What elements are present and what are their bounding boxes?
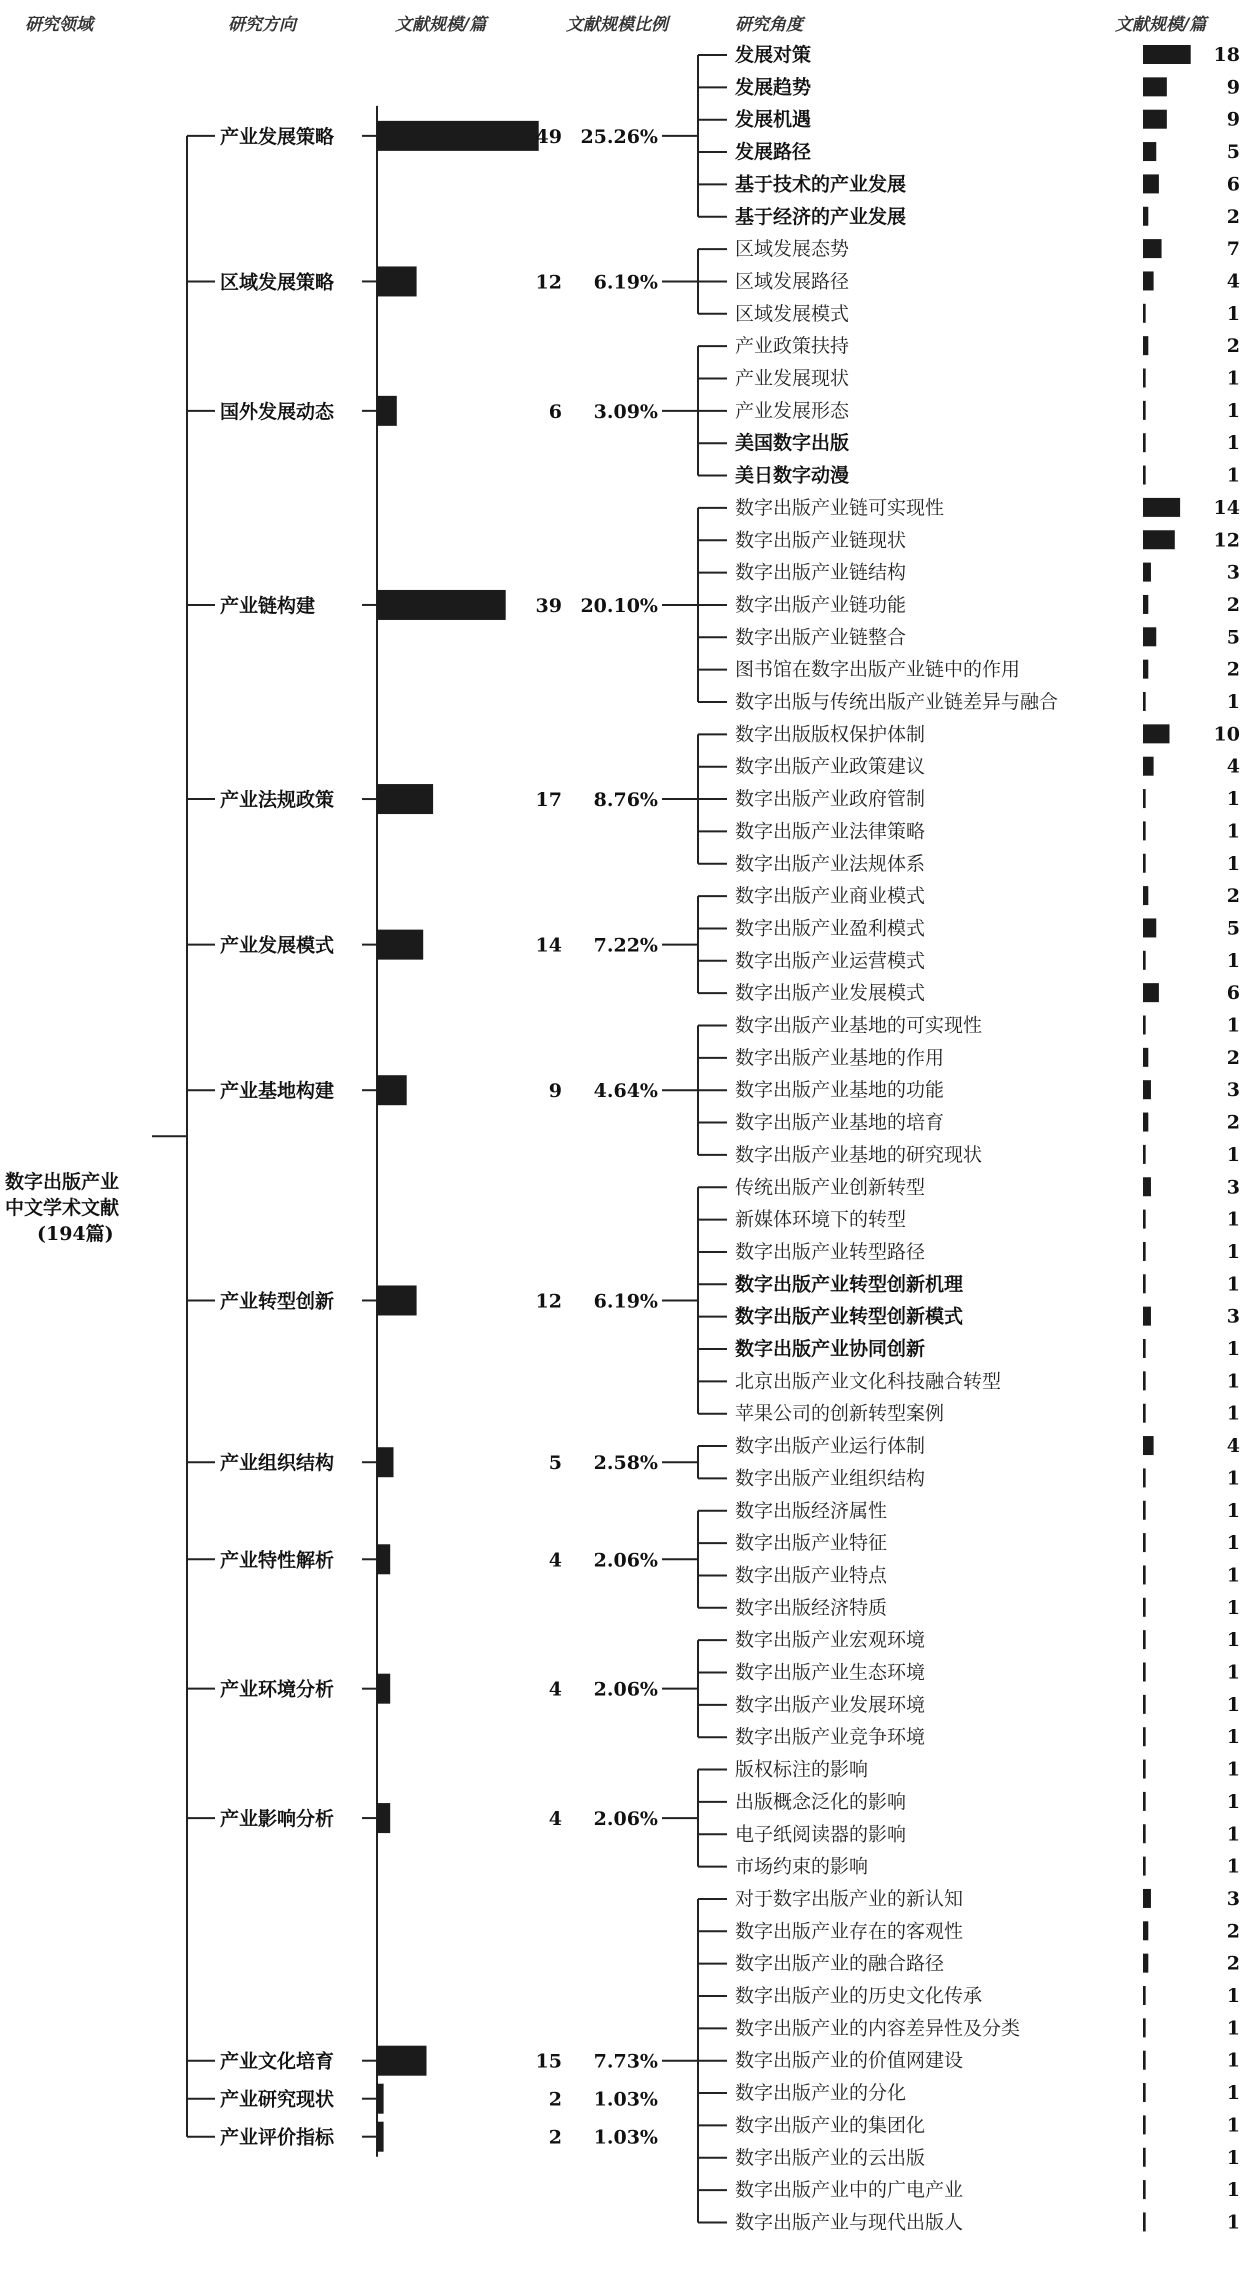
angle-label: 版权标注的影响: [735, 1758, 869, 1781]
angle-bar: [1143, 1857, 1146, 1876]
angle-bar: [1143, 401, 1146, 420]
angle-count: 1: [1226, 399, 1240, 422]
angle-label: 苹果公司的创新转型案例: [735, 1402, 945, 1425]
angle-bar: [1143, 1630, 1146, 1649]
angle-count: 5: [1226, 626, 1240, 649]
angle-label: 数字出版产业转型路径: [735, 1240, 926, 1263]
angle-label: 数字出版产业链整合: [735, 626, 907, 649]
angle-bar: [1143, 1016, 1146, 1035]
angle-label: 发展对策: [735, 44, 812, 66]
direction-count: 17: [535, 789, 562, 812]
direction-count: 39: [535, 594, 562, 617]
angle-count: 1: [1226, 2049, 1240, 2072]
direction-count: 4: [548, 1678, 562, 1701]
angle-bar: [1143, 595, 1148, 614]
angle-count: 1: [1226, 1240, 1240, 1263]
direction-bar: [377, 1674, 390, 1704]
angle-count: 1: [1226, 2114, 1240, 2137]
angle-bar: [1143, 1048, 1148, 1067]
angle-label: 数字出版产业发展环境: [735, 1693, 926, 1716]
angle-count: 9: [1226, 76, 1240, 99]
angle-count: 1: [1226, 1629, 1240, 1652]
header-field: 研究领域: [25, 15, 93, 35]
angle-label: 基于技术的产业发展: [735, 173, 907, 196]
angle-count: 3: [1226, 1079, 1240, 1102]
angle-bar: [1143, 304, 1146, 323]
angle-bar: [1143, 2051, 1146, 2070]
angle-nodes: [735, 43, 1240, 2233]
direction-label: 产业发展策略: [220, 125, 335, 148]
angle-bar: [1143, 1371, 1146, 1390]
direction-count: 5: [548, 1452, 562, 1475]
angle-count: 6: [1226, 173, 1240, 196]
angle-count: 1: [1226, 1855, 1240, 1878]
angle-bar: [1143, 563, 1151, 582]
direction-bar: [377, 784, 433, 814]
angle-label: 数字出版产业运营模式: [735, 949, 926, 972]
angle-count: 2: [1226, 885, 1240, 908]
angle-count: 5: [1226, 917, 1240, 940]
angle-bar: [1143, 789, 1146, 808]
angle-bar: [1143, 918, 1156, 937]
angle-label: 传统出版产业创新转型: [735, 1176, 926, 1199]
angle-label: 数字出版产业生态环境: [735, 1661, 926, 1684]
angle-label: 数字出版产业竞争环境: [735, 1726, 926, 1749]
direction-label: 产业转型创新: [220, 1290, 335, 1313]
header-direction: 研究方向: [228, 15, 296, 35]
angle-label: 发展路径: [735, 141, 812, 164]
angle-count: 1: [1226, 302, 1240, 325]
angle-label: 数字出版产业宏观环境: [735, 1629, 926, 1652]
angle-bar: [1143, 1954, 1148, 1973]
angle-label: 产业发展现状: [735, 367, 850, 390]
angle-bar: [1143, 1339, 1146, 1358]
header-ratio: 文献规模比例: [566, 15, 668, 35]
direction-label: 产业特性解析: [220, 1549, 335, 1572]
angle-label: 数字出版经济特质: [735, 1596, 888, 1619]
angle-label: 数字出版产业组织结构: [735, 1467, 926, 1490]
angle-bar: [1143, 757, 1154, 776]
angle-label: 电子纸阅读器的影响: [735, 1823, 907, 1846]
direction-count: 2: [548, 2126, 562, 2149]
angle-bar: [1143, 1307, 1151, 1326]
angle-bar: [1143, 724, 1170, 743]
angle-count: 1: [1226, 1143, 1240, 1166]
angle-label: 数字出版产业链结构: [735, 561, 907, 584]
direction-bar: [377, 1803, 390, 1833]
angle-label: 数字出版产业政府管制: [735, 788, 926, 811]
angle-label: 数字出版产业存在的客观性: [735, 1920, 964, 1943]
angle-count: 1: [1226, 820, 1240, 843]
angle-label: 数字出版产业的内容差异性及分类: [735, 2017, 1021, 2040]
angle-count: 1: [1226, 1532, 1240, 1555]
angle-bar: [1143, 1986, 1146, 2005]
angle-bar: [1143, 2018, 1146, 2037]
angle-count: 1: [1226, 1370, 1240, 1393]
direction-label: 产业链构建: [220, 594, 316, 617]
direction-ratio: 3.09%: [593, 400, 658, 423]
angle-bar: [1143, 271, 1154, 290]
angle-label: 数字出版产业盈利模式: [735, 917, 926, 940]
angle-bar: [1143, 2212, 1146, 2231]
angle-bar: [1143, 369, 1146, 388]
angle-bar: [1143, 2115, 1146, 2134]
direction-bar: [377, 121, 539, 151]
direction-label: 产业法规政策: [220, 789, 335, 812]
angle-bar: [1143, 2180, 1146, 2199]
direction-count: 2: [548, 2088, 562, 2111]
direction-count: 9: [548, 1080, 562, 1103]
angle-bar: [1143, 1663, 1146, 1682]
angle-count: 1: [1226, 1790, 1240, 1813]
angle-bar: [1143, 1760, 1146, 1779]
angle-label: 数字出版产业基地的可实现性: [735, 1014, 983, 1037]
angle-bar: [1143, 45, 1191, 64]
direction-bar: [377, 1285, 417, 1315]
direction-count: 12: [535, 271, 562, 294]
angle-label: 数字出版产业链可实现性: [735, 496, 945, 519]
direction-bar: [377, 2122, 384, 2152]
angle-count: 1: [1226, 464, 1240, 487]
direction-ratio: 7.73%: [593, 2050, 658, 2073]
direction-label: 产业评价指标: [220, 2126, 335, 2149]
angle-label: 发展机遇: [735, 108, 812, 131]
angle-bar: [1143, 466, 1146, 485]
angle-label: 数字出版产业中的广电产业: [735, 2179, 964, 2202]
angle-count: 1: [1226, 1661, 1240, 1684]
angle-count: 1: [1226, 1208, 1240, 1231]
angle-count: 1: [1226, 367, 1240, 390]
angle-label: 数字出版产业基地的作用: [735, 1046, 945, 1069]
header-volume-right: 文献规模/篇: [1115, 15, 1207, 35]
angle-bar: [1143, 627, 1156, 646]
angle-count: 1: [1226, 949, 1240, 972]
angle-bar: [1143, 1598, 1146, 1617]
direction-ratio: 20.10%: [580, 594, 658, 617]
angle-label: 数字出版产业特点: [735, 1564, 888, 1587]
angle-bar: [1143, 239, 1162, 258]
angle-count: 1: [1226, 1273, 1240, 1296]
angle-label: 数字出版产业转型创新机理: [735, 1273, 964, 1296]
angle-bar: [1143, 1436, 1154, 1455]
angle-label: 数字出版产业的价值网建设: [735, 2049, 964, 2072]
angle-bar: [1143, 1501, 1146, 1520]
angle-count: 1: [1226, 1596, 1240, 1619]
angle-count: 3: [1226, 561, 1240, 584]
root-line-1: 数字出版产业: [5, 1171, 120, 1193]
angle-label: 数字出版产业与现代出版人: [735, 2211, 964, 2234]
angle-label: 数字出版产业的云出版: [735, 2146, 926, 2169]
angle-count: 2: [1226, 1046, 1240, 1069]
angle-bar: [1143, 821, 1146, 840]
angle-label: 数字出版产业链功能: [735, 593, 907, 616]
angle-count: 1: [1226, 2082, 1240, 2105]
angle-label: 美国数字出版: [735, 432, 850, 455]
angle-bar: [1143, 336, 1148, 355]
header-angle: 研究角度: [735, 15, 803, 35]
angle-count: 2: [1226, 335, 1240, 358]
angle-bar: [1143, 77, 1167, 96]
angle-label: 数字出版产业的集团化: [735, 2114, 926, 2137]
direction-ratio: 4.64%: [593, 1080, 658, 1103]
angle-label: 区域发展模式: [735, 302, 850, 325]
direction-label: 产业发展模式: [220, 934, 335, 957]
direction-label: 产业基地构建: [220, 1080, 335, 1103]
direction-count: 4: [548, 1549, 562, 1572]
angle-count: 2: [1226, 1920, 1240, 1943]
direction-ratio: 6.19%: [593, 271, 658, 294]
angle-count: 5: [1226, 141, 1240, 164]
angle-bar: [1143, 433, 1146, 452]
direction-ratio: 2.06%: [593, 1678, 658, 1701]
angle-bar: [1143, 1177, 1151, 1196]
angle-count: 6: [1226, 982, 1240, 1005]
angle-count: 1: [1226, 1693, 1240, 1716]
angle-count: 4: [1226, 755, 1240, 778]
direction-ratio: 2.06%: [593, 1808, 658, 1831]
direction-bar: [377, 1447, 394, 1477]
angle-label: 数字出版产业运行体制: [735, 1435, 926, 1458]
angle-count: 3: [1226, 1176, 1240, 1199]
angle-bar: [1143, 530, 1175, 549]
header-volume: 文献规模/篇: [395, 15, 487, 35]
angle-count: 3: [1226, 1887, 1240, 1910]
angle-label: 数字出版产业法规体系: [735, 852, 926, 875]
angle-bar: [1143, 951, 1146, 970]
angle-bar: [1143, 2083, 1146, 2102]
angle-label: 数字出版产业基地的功能: [735, 1079, 945, 1102]
direction-count: 6: [548, 400, 562, 423]
angle-label: 产业政策扶持: [735, 335, 850, 358]
angle-count: 1: [1226, 1338, 1240, 1360]
angle-label: 数字出版经济属性: [735, 1499, 888, 1522]
angle-count: 1: [1226, 2211, 1240, 2234]
direction-bar: [377, 2046, 427, 2076]
angle-label: 数字出版产业的分化: [735, 2082, 907, 2105]
angle-label: 数字出版产业基地的培育: [735, 1111, 945, 1134]
angle-count: 1: [1226, 1014, 1240, 1037]
angle-count: 1: [1226, 691, 1240, 713]
angle-count: 14: [1213, 496, 1240, 519]
angle-count: 1: [1226, 2179, 1240, 2202]
angle-label: 基于经济的产业发展: [735, 205, 907, 228]
angle-count: 2: [1226, 658, 1240, 681]
angle-count: 9: [1226, 108, 1240, 131]
direction-ratio: 1.03%: [593, 2088, 658, 2111]
angle-label: 美日数字动漫: [735, 464, 850, 487]
angle-label: 图书馆在数字出版产业链中的作用: [735, 658, 1021, 681]
angle-bar: [1143, 1792, 1146, 1811]
angle-count: 1: [1226, 1823, 1240, 1846]
angle-count: 1: [1226, 1467, 1240, 1490]
angle-bar: [1143, 1242, 1146, 1261]
angle-label: 数字出版产业协同创新: [735, 1338, 926, 1360]
angle-label: 新媒体环境下的转型: [735, 1208, 907, 1231]
angle-bar: [1143, 1921, 1148, 1940]
angle-bar: [1143, 1824, 1146, 1843]
root-line-3: (194篇): [37, 1223, 114, 1245]
angle-count: 1: [1226, 432, 1240, 455]
direction-bar: [377, 590, 506, 620]
direction-bar: [377, 396, 397, 426]
angle-count: 2: [1226, 593, 1240, 616]
direction-label: 产业影响分析: [220, 1808, 335, 1831]
angle-count: 12: [1213, 529, 1240, 552]
angle-count: 1: [1226, 2146, 1240, 2169]
root-node: [5, 1170, 119, 1245]
direction-bar: [377, 2084, 384, 2114]
angle-bar: [1143, 1145, 1146, 1164]
direction-label: 产业组织结构: [220, 1452, 335, 1475]
direction-ratio: 6.19%: [593, 1290, 658, 1313]
angle-count: 1: [1226, 1564, 1240, 1587]
angle-bar: [1143, 110, 1167, 129]
angle-label: 数字出版产业发展模式: [735, 982, 926, 1005]
angle-bar: [1143, 498, 1180, 517]
angle-bar: [1143, 1565, 1146, 1584]
angle-label: 发展趋势: [735, 76, 812, 99]
angle-label: 区域发展路径: [735, 270, 850, 293]
angle-bar: [1143, 886, 1148, 905]
angle-label: 数字出版产业链现状: [735, 529, 907, 552]
angle-bar: [1143, 1080, 1151, 1099]
direction-bar: [377, 1075, 407, 1105]
angle-count: 10: [1213, 723, 1240, 746]
direction-ratio: 1.03%: [593, 2126, 658, 2149]
angle-label: 数字出版产业转型创新模式: [735, 1305, 964, 1328]
angle-label: 产业发展形态: [735, 399, 850, 422]
angle-bar: [1143, 1889, 1151, 1908]
angle-label: 数字出版产业政策建议: [735, 755, 926, 778]
direction-count: 12: [535, 1290, 562, 1313]
angle-count: 4: [1226, 1435, 1240, 1458]
angle-bar: [1143, 1113, 1148, 1132]
direction-ratio: 2.06%: [593, 1549, 658, 1572]
direction-bar: [377, 1544, 390, 1574]
angle-bar: [1143, 854, 1146, 873]
angle-bar: [1143, 692, 1146, 711]
angle-count: 2: [1226, 205, 1240, 228]
direction-ratio: 25.26%: [580, 125, 658, 148]
angle-bar: [1143, 142, 1156, 161]
angle-label: 数字出版产业基地的研究现状: [735, 1143, 983, 1166]
direction-bar: [377, 266, 417, 296]
connector-lines: [152, 55, 727, 2222]
angle-bar: [1143, 2148, 1146, 2167]
angle-label: 数字出版产业商业模式: [735, 885, 926, 908]
direction-ratio: 7.22%: [593, 934, 658, 957]
angle-bar: [1143, 1695, 1146, 1714]
angle-count: 1: [1226, 2017, 1240, 2040]
angle-bar: [1143, 1727, 1146, 1746]
direction-label: 产业文化培育: [220, 2050, 335, 2073]
direction-label: 产业研究现状: [220, 2088, 335, 2111]
angle-label: 出版概念泛化的影响: [735, 1790, 907, 1813]
angle-count: 1: [1226, 1985, 1240, 2007]
direction-count: 4: [548, 1808, 562, 1831]
angle-count: 4: [1226, 270, 1240, 293]
angle-count: 1: [1226, 1726, 1240, 1749]
angle-label: 数字出版产业法律策略: [735, 820, 926, 843]
angle-label: 数字出版版权保护体制: [735, 723, 926, 746]
angle-label: 数字出版产业的历史文化传承: [735, 1985, 983, 2007]
direction-ratio: 8.76%: [593, 789, 658, 812]
angle-count: 1: [1226, 1758, 1240, 1781]
column-headers: [25, 15, 1209, 35]
angle-count: 1: [1226, 788, 1240, 811]
angle-label: 数字出版产业的融合路径: [735, 1952, 945, 1975]
direction-count: 14: [535, 934, 562, 957]
angle-label: 区域发展态势: [735, 238, 850, 261]
direction-ratio: 2.58%: [593, 1452, 658, 1475]
angle-label: 数字出版产业特征: [735, 1532, 888, 1555]
angle-count: 1: [1226, 1402, 1240, 1425]
angle-bar: [1143, 1468, 1146, 1487]
angle-count: 1: [1226, 1499, 1240, 1522]
angle-count: 2: [1226, 1952, 1240, 1975]
angle-bar: [1143, 174, 1159, 193]
angle-bar: [1143, 1404, 1146, 1423]
direction-nodes: [220, 121, 658, 2152]
angle-label: 北京出版产业文化科技融合转型: [735, 1370, 1002, 1393]
direction-label: 产业环境分析: [220, 1678, 335, 1701]
angle-bar: [1143, 983, 1159, 1002]
angle-bar: [1143, 207, 1148, 226]
root-line-2: 中文学术文献: [5, 1197, 120, 1219]
angle-count: 18: [1213, 44, 1240, 66]
direction-label: 区域发展策略: [220, 271, 335, 294]
angle-count: 2: [1226, 1111, 1240, 1134]
direction-label: 国外发展动态: [220, 400, 335, 423]
angle-count: 7: [1226, 238, 1240, 261]
angle-count: 1: [1226, 852, 1240, 875]
angle-label: 对于数字出版产业的新认知: [735, 1887, 964, 1910]
angle-label: 数字出版与传统出版产业链差异与融合: [735, 691, 1059, 713]
direction-count: 49: [535, 125, 562, 148]
direction-count: 15: [535, 2050, 562, 2073]
angle-count: 3: [1226, 1305, 1240, 1328]
angle-bar: [1143, 1533, 1146, 1552]
angle-bar: [1143, 1210, 1146, 1229]
direction-bar: [377, 930, 423, 960]
angle-bar: [1143, 660, 1148, 679]
angle-bar: [1143, 1274, 1146, 1293]
angle-label: 市场约束的影响: [735, 1855, 869, 1878]
